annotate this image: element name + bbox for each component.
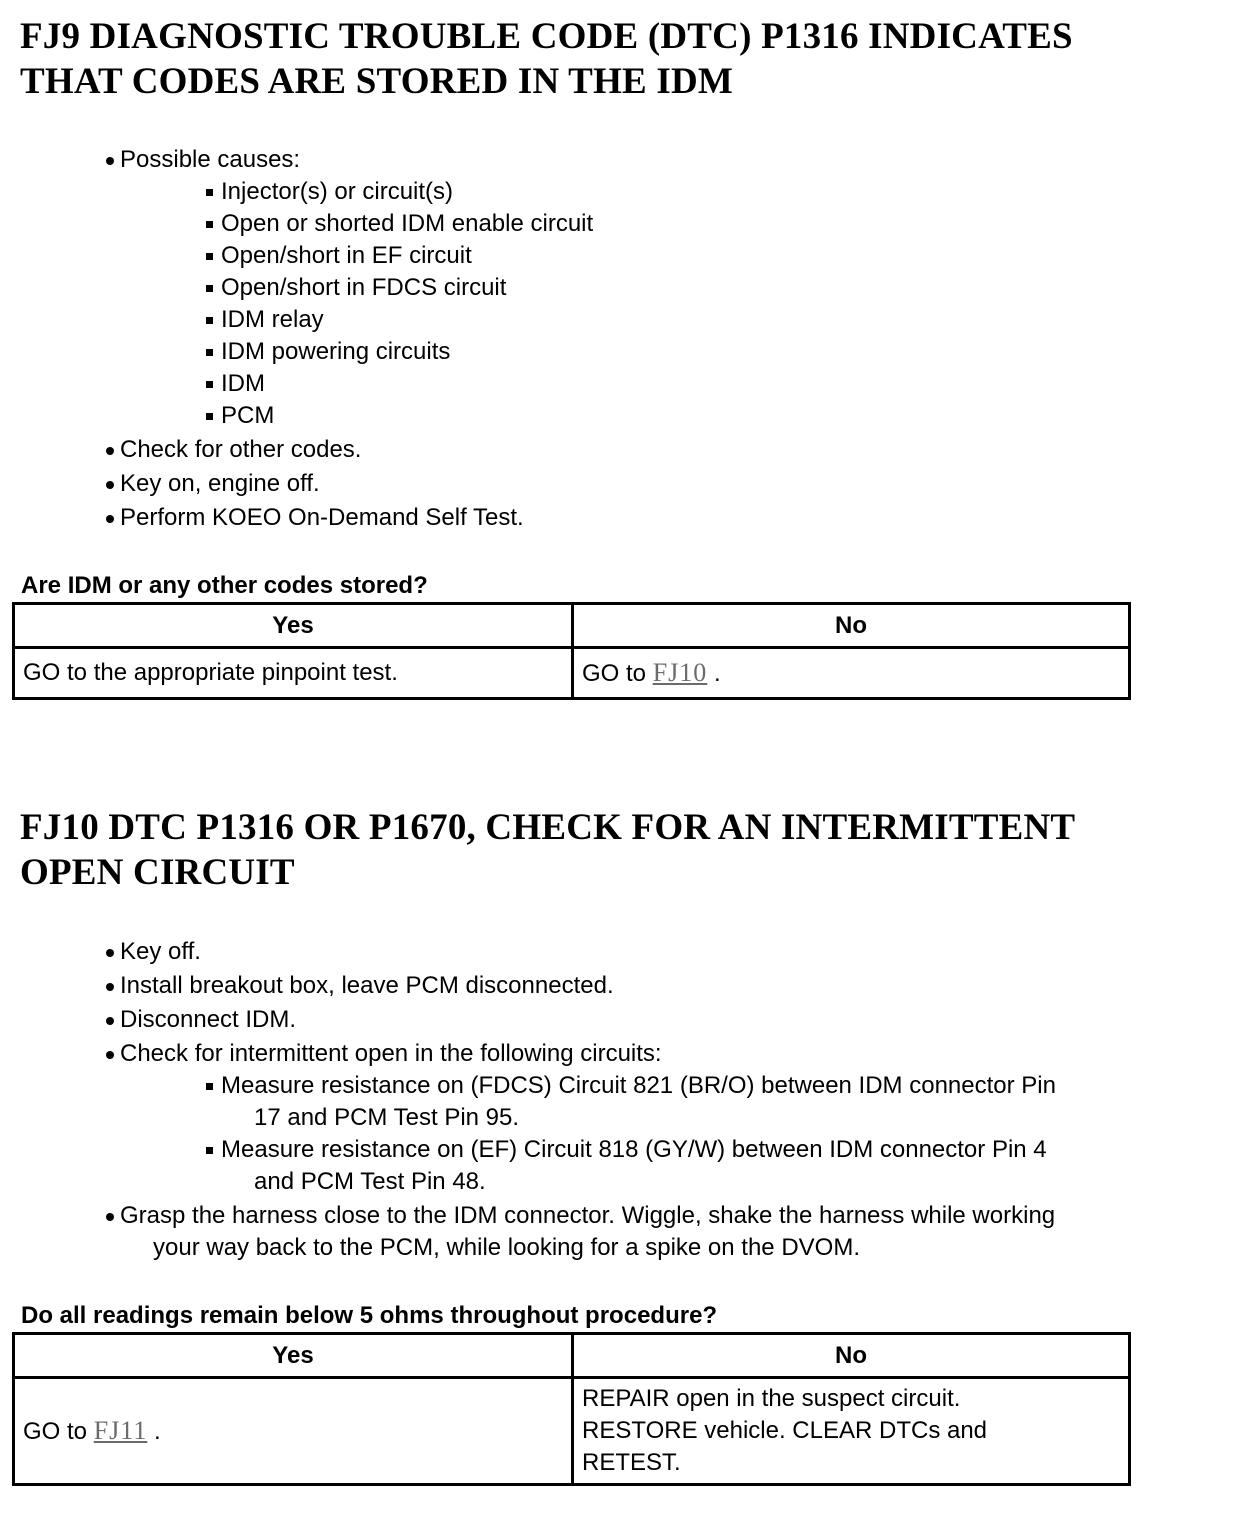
measure-item-fdcs bbox=[0, 1070, 1056, 1134]
list-item-disconnect: Disconnect IDM. bbox=[0, 1004, 1056, 1036]
section-heading-fj10 bbox=[20, 805, 1075, 895]
cause-item: Injector(s) or circuit(s) bbox=[0, 176, 593, 208]
step-text: Check for intermittent open in the following circuits: bbox=[120, 1040, 662, 1067]
measure-line-cont: 17 and PCM Test Pin 95. bbox=[254, 1104, 520, 1131]
no-line: RESTORE vehicle. CLEAR DTCs and bbox=[582, 1417, 988, 1444]
link-fj11[interactable]: FJ11 bbox=[93, 1415, 148, 1445]
section-heading-fj9 bbox=[20, 14, 1073, 104]
fj10-steps-list bbox=[0, 934, 1056, 1264]
no-line: REPAIR open in the suspect circuit. bbox=[582, 1385, 961, 1412]
question-fj9: Are IDM or any other codes stored? bbox=[21, 572, 428, 599]
decision-table-fj9 bbox=[12, 602, 1131, 700]
cause-item: Open/short in EF circuit bbox=[0, 240, 593, 272]
causes-container bbox=[0, 176, 593, 432]
yes-suffix: . bbox=[154, 1417, 161, 1445]
no-header: No bbox=[573, 604, 1130, 648]
step-line-cont: your way back to the PCM, while looking for a spike on the DVOM. bbox=[153, 1234, 860, 1261]
question-fj10: Do all readings remain below 5 ohms throughout procedure? bbox=[21, 1302, 718, 1329]
no-line: RETEST. bbox=[582, 1449, 681, 1476]
yes-header: Yes bbox=[14, 604, 573, 648]
list-item-install: Install breakout box, leave PCM disconnected. bbox=[0, 970, 1056, 1002]
no-suffix: . bbox=[713, 659, 721, 687]
decision-table-fj10 bbox=[12, 1332, 1131, 1486]
list-item-key-on: Key on, engine off. bbox=[0, 468, 593, 500]
list-item-grasp bbox=[0, 1200, 1056, 1264]
measure-line: Measure resistance on (FDCS) Circuit 821 (BR/O) between IDM connector Pin bbox=[221, 1072, 1056, 1099]
cause-item: IDM powering circuits bbox=[0, 336, 593, 368]
list-item-key-off: Key off. bbox=[0, 936, 1056, 968]
list-item-perform-test: Perform KOEO On-Demand Self Test. bbox=[0, 502, 593, 534]
no-cell bbox=[573, 648, 1130, 699]
yes-prefix: GO to bbox=[23, 1417, 88, 1445]
heading-line-2: OPEN CIRCUIT bbox=[20, 852, 295, 893]
cause-item: PCM bbox=[0, 400, 593, 432]
no-header: No bbox=[573, 1334, 1130, 1378]
heading-line-1: FJ9 DIAGNOSTIC TROUBLE CODE (DTC) P1316 INDICATES bbox=[20, 16, 1073, 57]
fj9-steps-list bbox=[0, 142, 593, 534]
link-fj10[interactable]: FJ10 bbox=[652, 657, 708, 687]
yes-cell bbox=[14, 1378, 573, 1485]
list-item-check-codes: Check for other codes. bbox=[0, 434, 593, 466]
heading-line-2: THAT CODES ARE STORED IN THE IDM bbox=[20, 61, 734, 102]
measure-line: Measure resistance on (EF) Circuit 818 (GY/W) between IDM connector Pin 4 bbox=[221, 1136, 1047, 1163]
heading-line-1: FJ10 DTC P1316 OR P1670, CHECK FOR AN INTERMITTENT bbox=[20, 807, 1076, 848]
list-item-check-open bbox=[0, 1038, 1056, 1070]
cause-item: IDM bbox=[0, 368, 593, 400]
measure-list bbox=[0, 1070, 1056, 1198]
measure-container bbox=[0, 1070, 1056, 1198]
step-text: Possible causes: bbox=[120, 146, 301, 173]
cause-item: Open or shorted IDM enable circuit bbox=[0, 208, 593, 240]
causes-list bbox=[0, 176, 593, 432]
yes-cell: GO to the appropriate pinpoint test. bbox=[14, 648, 573, 699]
yes-header: Yes bbox=[14, 1334, 573, 1378]
cause-item: IDM relay bbox=[0, 304, 593, 336]
cause-item: Open/short in FDCS circuit bbox=[0, 272, 593, 304]
no-cell bbox=[573, 1378, 1130, 1485]
measure-line-cont: and PCM Test Pin 48. bbox=[254, 1168, 486, 1195]
measure-item-ef bbox=[0, 1134, 1056, 1198]
step-line: Grasp the harness close to the IDM connector. Wiggle, shake the harness while working bbox=[120, 1202, 1056, 1229]
no-prefix: GO to bbox=[582, 659, 647, 687]
list-item-possible-causes bbox=[0, 144, 593, 176]
